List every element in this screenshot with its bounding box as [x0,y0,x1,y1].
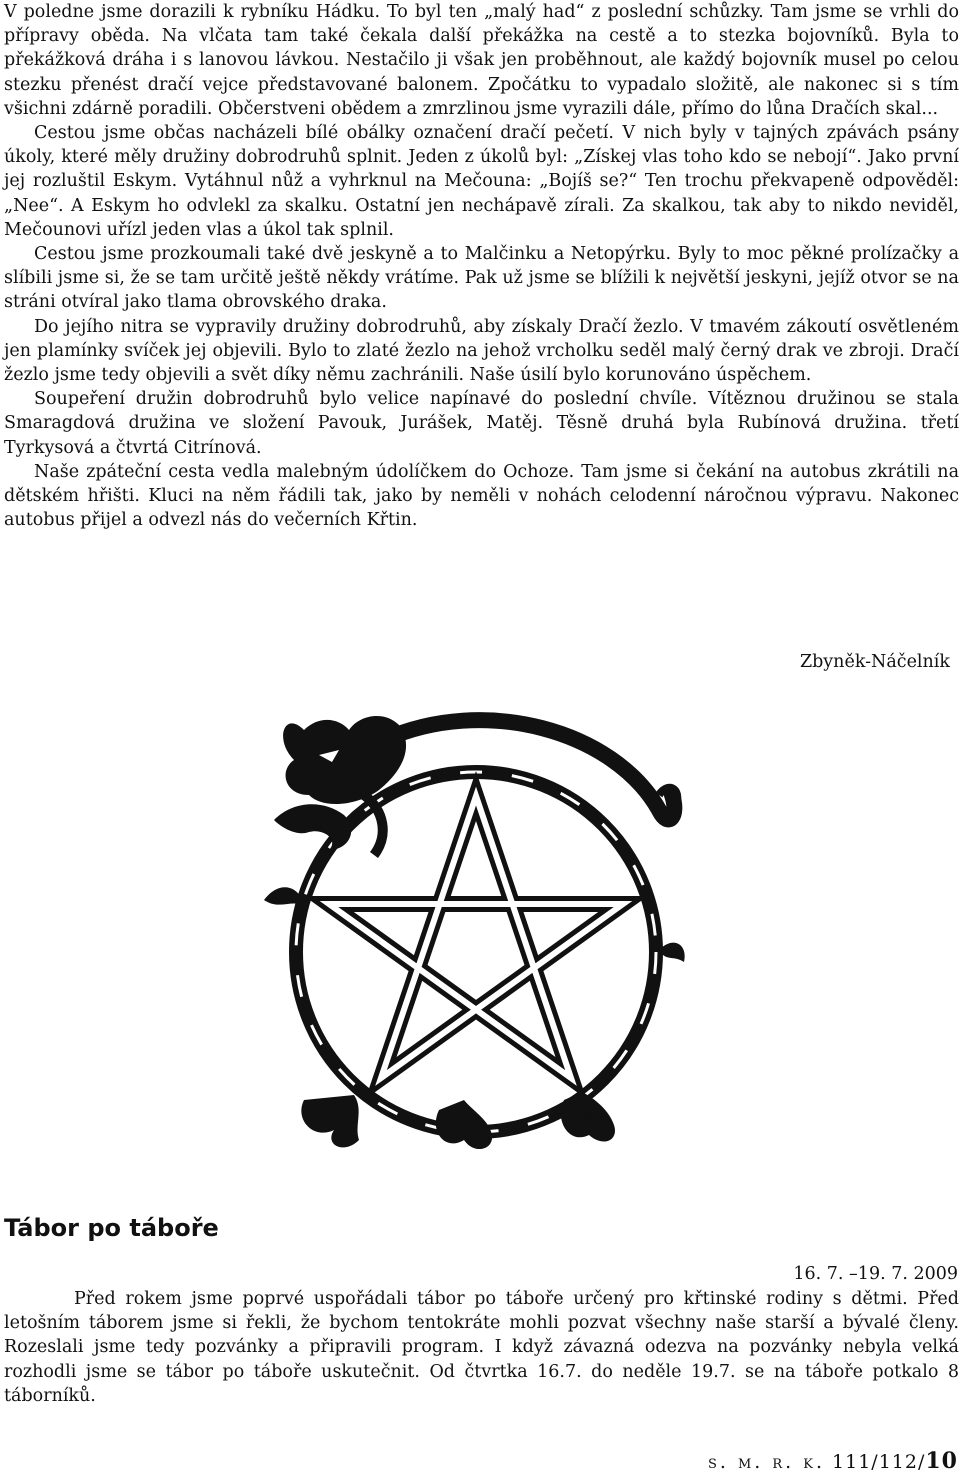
paragraph: Cestou jsme prozkoumali také dvě jeskyně a to Malčinku a Netopýrku. Byly to moc pěkné prolízačky a slíbili jsme si, že se tam určitě ještě někdy vrátíme. Pak už jsme se blížili k největší jeskyni, jejíž otvor se na stráni otvíral jako tlama obrovského draka. [4,244,959,313]
paragraph: Do jejího nitra se vypravily družiny dobrodruhů, aby získaly Dračí žezlo. V tmavém zákoutí osvětleném jen plamínky svíček jej objevili. Bylo to zlaté žezlo na jehož vrcholku seděl malý černý drak ve zbroji. Dračí žezlo jsme tedy objevili a svět díky němu zachránili. Naše úsilí bylo korunováno úspěchem. [4,316,959,386]
paragraph: Naše zpáteční cesta vedla malebným údolíčkem do Ochoze. Tam jsme si čekání na autobus zkrátili na dětském hřišti. Kluci na něm řádili tak, jako by neměli v nohách celodenní náročnou výpravu. Nakonec autobus přijel a odvezl nás do večerních Křtin. [4,461,959,531]
dragon-pentagram-icon [264,700,688,1160]
issue-number: 111/112/ [832,1451,926,1473]
publication-name: s. m. r. k. [707,1451,825,1473]
paragraph: Před rokem jsme poprvé uspořádali tábor po táboře určený pro křtinské rodiny s dětmi. Před letošním táborem jsme si řekli, že bychom tentokráte mohli pozvat všechny naše starší a bývalé členy. Rozeslali jsme tedy pozvánky a připravili program. I když závazná odezva na pozvánky nebyla velká rozhodli jsme se tábor po táboře uskutečnit. Od čtvrtka 16.7. do neděle 19.7. se na táboře potkalo 8 táborníků. [4,1289,959,1406]
author-signature: Zbyněk-Náčelník [799,652,950,672]
article-body [4,0,959,532]
page-footer [708,1448,958,1475]
event-date: 16. 7. –19. 7. 2009 [793,1264,958,1284]
paragraph: V poledne jsme dorazili k rybníku Hádku. To byl ten „malý had“ z poslední schůzky. Tam jsme se vrhli do přípravy oběda. Na vlčata tam také čekala další překážka na cestě a to stezka bojovníků. Byla to překážková dráha i s lanovou lávkou. Nestačilo ji však jen proběhnout, ale každý bojovník musel po celou stezku přenést dračí vejce představované balonem. Zpočátku to vypadalo složitě, ale nakonec si s tím všichni zdárně poradili. Občerstveni obědem a zmrzlinou jsme vyrazili dále, přímo do lůna Dračích skal... [4,2,959,119]
artist-monogram: AKG [582,1110,609,1123]
paragraph: Soupeření družin dobrodruhů bylo velice napínavé do poslední chvíle. Vítěznou družinou se stala Smaragdová družina ve složení Pavouk, Jurášek, Matěj. Těsně druhá byla Rubínová družina. třetí Tyrkysová a čtvrtá Citrínová. [4,389,959,458]
page-number: 10 [925,1448,958,1474]
paragraph: Cestou jsme občas nacházeli bílé obálky označení dračí pečetí. V nich byly v tajných zpávách psány úkoly, které měly družiny dobrodruhů splnit. Jeden z úkolů byl: „Získej vlas toho kdo se nebojí“. Jako první jej rozluštil Eskym. Vytáhnul nůž a vyhrknul na Mečouna: „Bojíš se?“ Ten trochu překvapeně odpověděl: „Nee“. A Eskym ho odvlekl za skalku. Ostatní jen nechápavě zírali. Za skalkou, tak aby to nikdo neviděl, Mečounovi uřízl jeden vlas a úkol tak splnil. [4,123,959,240]
section-body [4,1287,959,1408]
section-title: Tábor po táboře [4,1214,219,1242]
